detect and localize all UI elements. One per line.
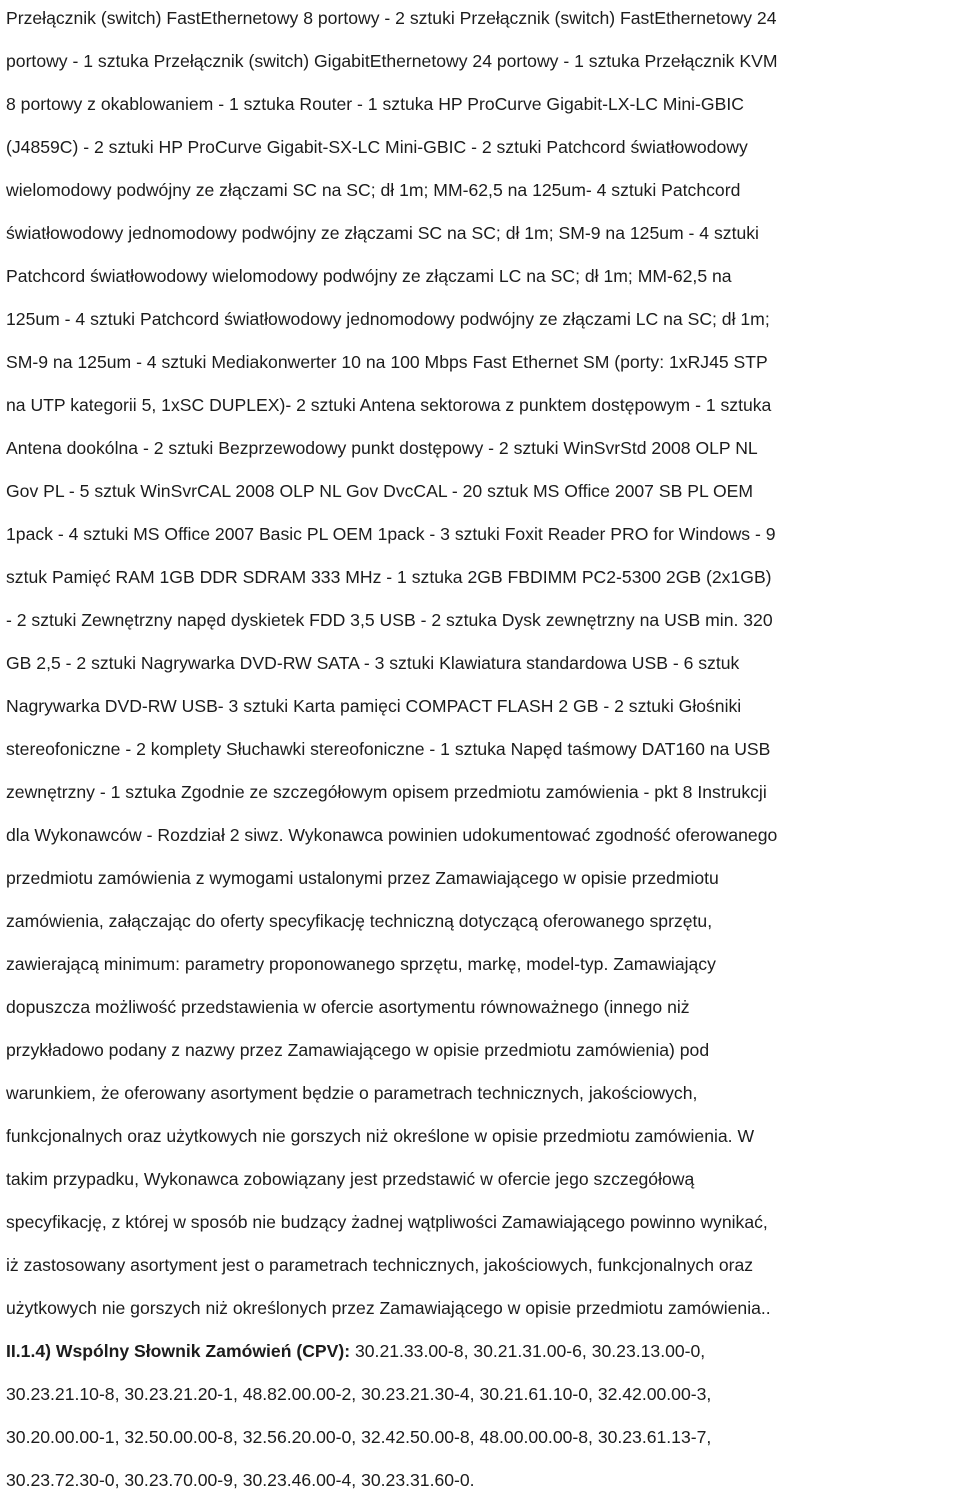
text-line-31: użytkowych nie gorszych niż określonych przez Zamawiającego w opisie przedmiotu zamówienia..: [6, 1298, 771, 1318]
text-line-13: 1pack - 4 sztuki MS Office 2007 Basic PL OEM 1pack - 3 sztuki Foxit Reader PRO for Windows - 9: [6, 524, 776, 544]
cpv-line-1: [6, 1340, 705, 1362]
text-line-2: portowy - 1 sztuka Przełącznik (switch) GigabitEthernetowy 24 portowy - 1 sztuka Przełącznik KVM: [6, 51, 778, 71]
text-line-5: wielomodowy podwójny ze złączami SC na SC; dł 1m; MM-62,5 na 125um- 4 sztuki Patchcord: [6, 180, 741, 200]
text-line-14: sztuk Pamięć RAM 1GB DDR SDRAM 333 MHz - 1 sztuka 2GB FBDIMM PC2-5300 2GB (2x1GB): [6, 567, 772, 587]
text-line-15: - 2 sztuki Zewnętrzny napęd dyskietek FDD 3,5 USB - 2 sztuka Dysk zewnętrzny na USB min. 320: [6, 610, 773, 630]
text-line-24: dopuszcza możliwość przedstawienia w ofercie asortymentu równoważnego (innego niż: [6, 997, 690, 1017]
text-line-3: 8 portowy z okablowaniem - 1 sztuka Router - 1 sztuka HP ProCurve Gigabit-LX-LC Mini-GBIC: [6, 94, 744, 114]
text-line-10: na UTP kategorii 5, 1xSC DUPLEX)- 2 sztuki Antena sektorowa z punktem dostępowym - 1 sztuka: [6, 395, 772, 415]
cpv-codes-first: 30.21.33.00-8, 30.21.31.00-6, 30.23.13.00-0,: [350, 1341, 706, 1361]
text-line-20: dla Wykonawców - Rozdział 2 siwz. Wykonawca powinien udokumentować zgodność oferowanego: [6, 825, 778, 845]
text-line-23: zawierającą minimum: parametry proponowanego sprzętu, markę, model-typ. Zamawiający: [6, 954, 716, 974]
text-line-1: Przełącznik (switch) FastEthernetowy 8 portowy - 2 sztuki Przełącznik (switch) FastEthernetowy 24: [6, 8, 777, 28]
text-line-7: Patchcord światłowodowy wielomodowy podwójny ze złączami LC na SC; dł 1m; MM-62,5 na: [6, 266, 732, 286]
text-line-8: 125um - 4 sztuki Patchcord światłowodowy jednomodowy podwójny ze złączami LC na SC; dł 1m;: [6, 309, 770, 329]
text-line-28: takim przypadku, Wykonawca zobowiązany jest przedstawić w ofercie jego szczegółową: [6, 1169, 695, 1189]
text-line-4: (J4859C) - 2 sztuki HP ProCurve Gigabit-SX-LC Mini-GBIC - 2 sztuki Patchcord światłowodowy: [6, 137, 748, 157]
text-line-27: funkcjonalnych oraz użytkowych nie gorszych niż określone w opisie przedmiotu zamówienia. W: [6, 1126, 755, 1146]
text-line-18: stereofoniczne - 2 komplety Słuchawki stereofoniczne - 1 sztuka Napęd taśmowy DAT160 na USB: [6, 739, 771, 759]
text-line-12: Gov PL - 5 sztuk WinSvrCAL 2008 OLP NL Gov DvcCAL - 20 sztuk MS Office 2007 SB PL OEM: [6, 481, 754, 501]
text-line-11: Antena dookólna - 2 sztuki Bezprzewodowy punkt dostępowy - 2 sztuki WinSvrStd 2008 OLP NL: [6, 438, 758, 458]
text-line-25: przykładowo podany z nazwy przez Zamawiającego w opisie przedmiotu zamówienia) pod: [6, 1040, 710, 1060]
text-line-21: przedmiotu zamówienia z wymogami ustalonymi przez Zamawiającego w opisie przedmiotu: [6, 868, 719, 888]
text-line-30: iż zastosowany asortyment jest o parametrach technicznych, jakościowych, funkcjonalnych oraz: [6, 1255, 754, 1275]
cpv-line-2: 30.23.21.10-8, 30.23.21.20-1, 48.82.00.00-2, 30.23.21.30-4, 30.21.61.10-0, 32.42.00.00-3,: [6, 1384, 712, 1404]
cpv-line-4: 30.23.72.30-0, 30.23.70.00-9, 30.23.46.00-4, 30.23.31.60-0.: [6, 1470, 475, 1490]
text-line-22: zamówienia, załączając do oferty specyfikację techniczną dotyczącą oferowanego sprzętu,: [6, 911, 713, 931]
text-line-6: światłowodowy jednomodowy podwójny ze złączami SC na SC; dł 1m; SM-9 na 125um - 4 sztuki: [6, 223, 759, 243]
cpv-line-3: 30.20.00.00-1, 32.50.00.00-8, 32.56.20.00-0, 32.42.50.00-8, 48.00.00.00-8, 30.23.61.13-7,: [6, 1427, 712, 1447]
text-line-26: warunkiem, że oferowany asortyment będzie o parametrach technicznych, jakościowych,: [6, 1083, 698, 1103]
text-line-9: SM-9 na 125um - 4 sztuki Mediakonwerter 10 na 100 Mbps Fast Ethernet SM (porty: 1xRJ45 STP: [6, 352, 768, 372]
text-line-16: GB 2,5 - 2 sztuki Nagrywarka DVD-RW SATA - 3 sztuki Klawiatura standardowa USB - 6 sztuk: [6, 653, 740, 673]
text-line-29: specyfikację, z której w sposób nie budzący żadnej wątpliwości Zamawiającego powinno wynikać,: [6, 1212, 768, 1232]
text-line-19: zewnętrzny - 1 sztuka Zgodnie ze szczegółowym opisem przedmiotu zamówienia - pkt 8 Instrukcji: [6, 782, 767, 802]
text-line-17: Nagrywarka DVD-RW USB- 3 sztuki Karta pamięci COMPACT FLASH 2 GB - 2 sztuki Głośniki: [6, 696, 742, 716]
cpv-heading: II.1.4) Wspólny Słownik Zamówień (CPV):: [6, 1341, 351, 1361]
